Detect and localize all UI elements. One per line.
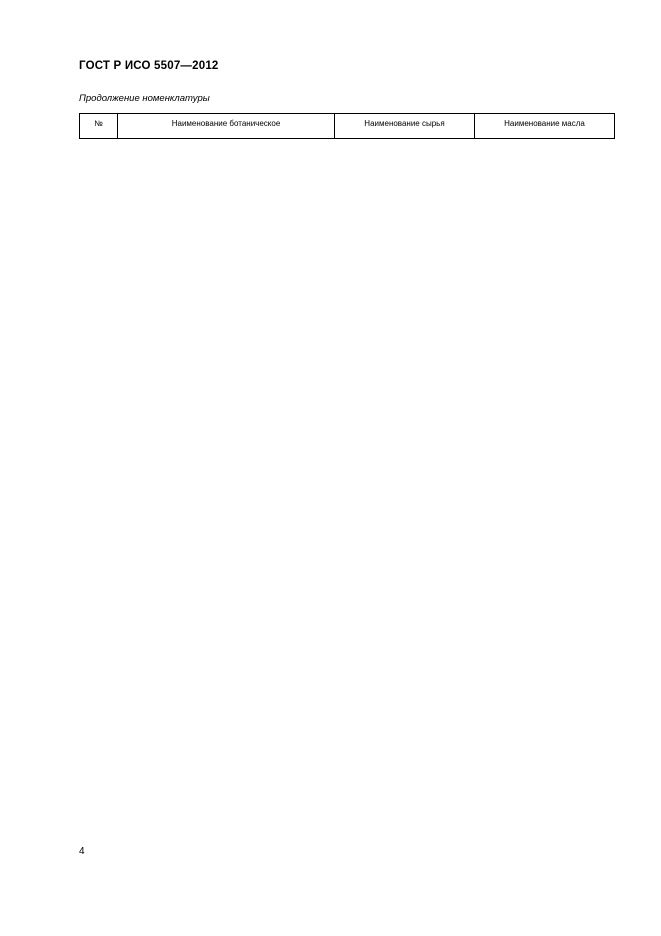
table-header-row bbox=[80, 114, 615, 139]
page-number: 4 bbox=[79, 846, 85, 857]
document-title: ГОСТ Р ИСО 5507—2012 bbox=[79, 60, 219, 72]
column-header-raw-material: Наименование сырья bbox=[335, 114, 475, 139]
column-header-oil-name: Наименование масла bbox=[475, 114, 615, 139]
column-header-number: № bbox=[80, 114, 118, 139]
nomenclature-table bbox=[79, 113, 615, 139]
column-header-botanical-name: Наименование ботаническое bbox=[118, 114, 335, 139]
table-continuation-caption: Продолжение номенклатуры bbox=[79, 93, 210, 104]
